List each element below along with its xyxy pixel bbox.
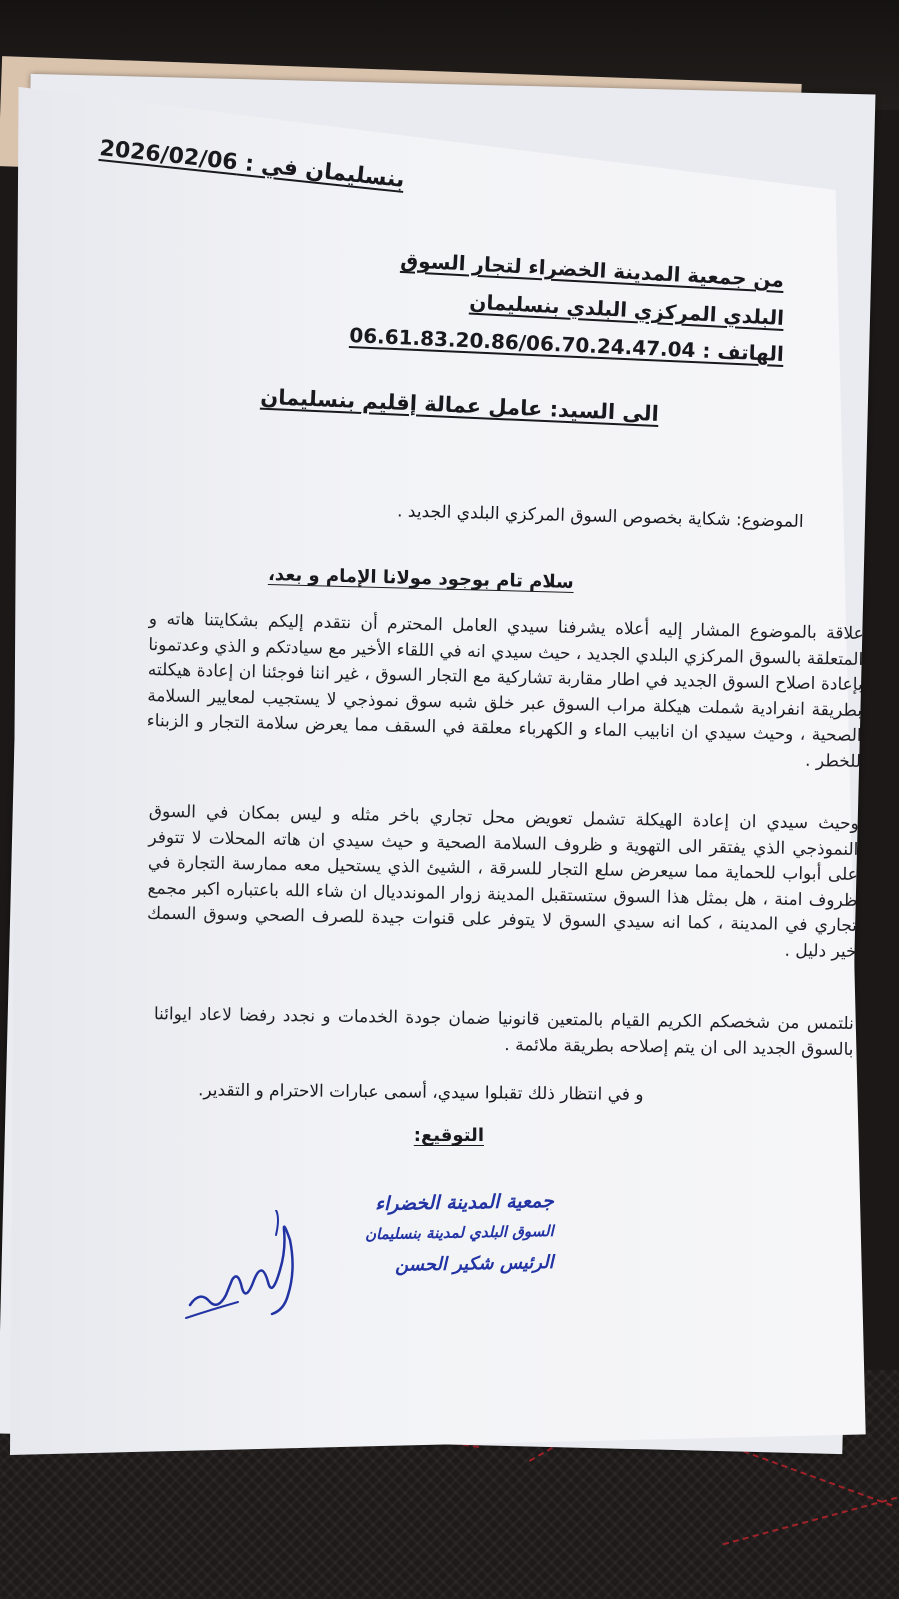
- stamp-line-2: السوق البلدي لمدينة بنسليمان: [365, 1222, 555, 1244]
- body-paragraph-1: علاقة بالموضوع المشار إليه أعلاه يشرفنا سيدي العامل المحترم أن نتقدم إليكم بشكايتنا هاته و المتعلقة بالسوق المركزي البلدي الجديد ، حيث سيدي انه في اللقاء الأخير مع سيادتكم و الذي وعدتمونا بإعادة اصلاح السوق الجديد في اطار مقاربة تشاركية مع التجار السوق ، غير اننا فوجئنا ان إعادة هيكلته بطريقة انفرادية شملت هيكلة مراب السوق عبر خلق شبه سوق نموذجي لا يستجيب لمعايير السلامة الصحية ، وحيث سيدي ان انابيب الماء و الكهرباء معلقة في السقف مما يعرض سلامة التجار و الزبناء للخطر .: [146, 609, 864, 772]
- signature-label: التوقيع:: [413, 1125, 484, 1146]
- handwritten-signature: [180, 1210, 320, 1330]
- body-paragraph-3: نلتمس من شخصكم الكريم القيام بالمتعين قانونيا ضمان جودة الخدمات و نجدد رفضا لاعاد ايوائنا بالسوق الجديد الى ان يتم إصلاحه بطريقة ملائمة .: [153, 1004, 854, 1060]
- stamp-line-1: جمعية المدينة الخضراء: [375, 1190, 555, 1216]
- subject-line: الموضوع: شكاية بخصوص السوق المركزي البلدي الجديد .: [397, 501, 805, 532]
- stamp-line-3: الرئيس شكير الحسن: [395, 1252, 555, 1276]
- closing-line: و في انتظار ذلك تقبلوا سيدي، أسمى عبارات الاحترام و التقدير.: [198, 1080, 645, 1105]
- sender-line-1: من جمعية المدينة الخضراء لتجار السوق: [399, 247, 785, 292]
- body-paragraph-2: وحيث سيدي ان إعادة الهيكلة تشمل تعويض محل تجاري باخر مثله و ليس بمكان في السوق النموذجي الذي يفتقر الى التهوية و ظروف السلامة الصحية و حيث سيدي ان هاته المحلات لا تتوفر على أبواب للحماية مما سيعرض سلع التجار للسرقة ، الشيئ الذي يستحيل معه ممارسة التجارة في ظروف امنة ، هل بمثل هذا السوق ستستقبل المدينة زوار الموندديال ان شاء الله باعتباره اكبر مجمع تجاري في المدينة ، كما انه سيدي السوق لا يتوفر على قنوات جيدة للصرف الصحي وسوق السمك خير دليل .: [146, 801, 859, 962]
- sender-line-2: البلدي المركزي البلدي بنسليمان: [468, 289, 785, 330]
- date-line: بنسليمان في : 2026/02/06: [98, 136, 406, 193]
- phone-line: الهاتف : 06.61.83.20.86/06.70.24.47.04: [349, 323, 785, 366]
- recipient-line: الى السيد: عامل عمالة إقليم بنسليمان: [260, 384, 660, 426]
- greeting-line: سلام تام بوجود مولانا الإمام و بعد،: [268, 563, 575, 593]
